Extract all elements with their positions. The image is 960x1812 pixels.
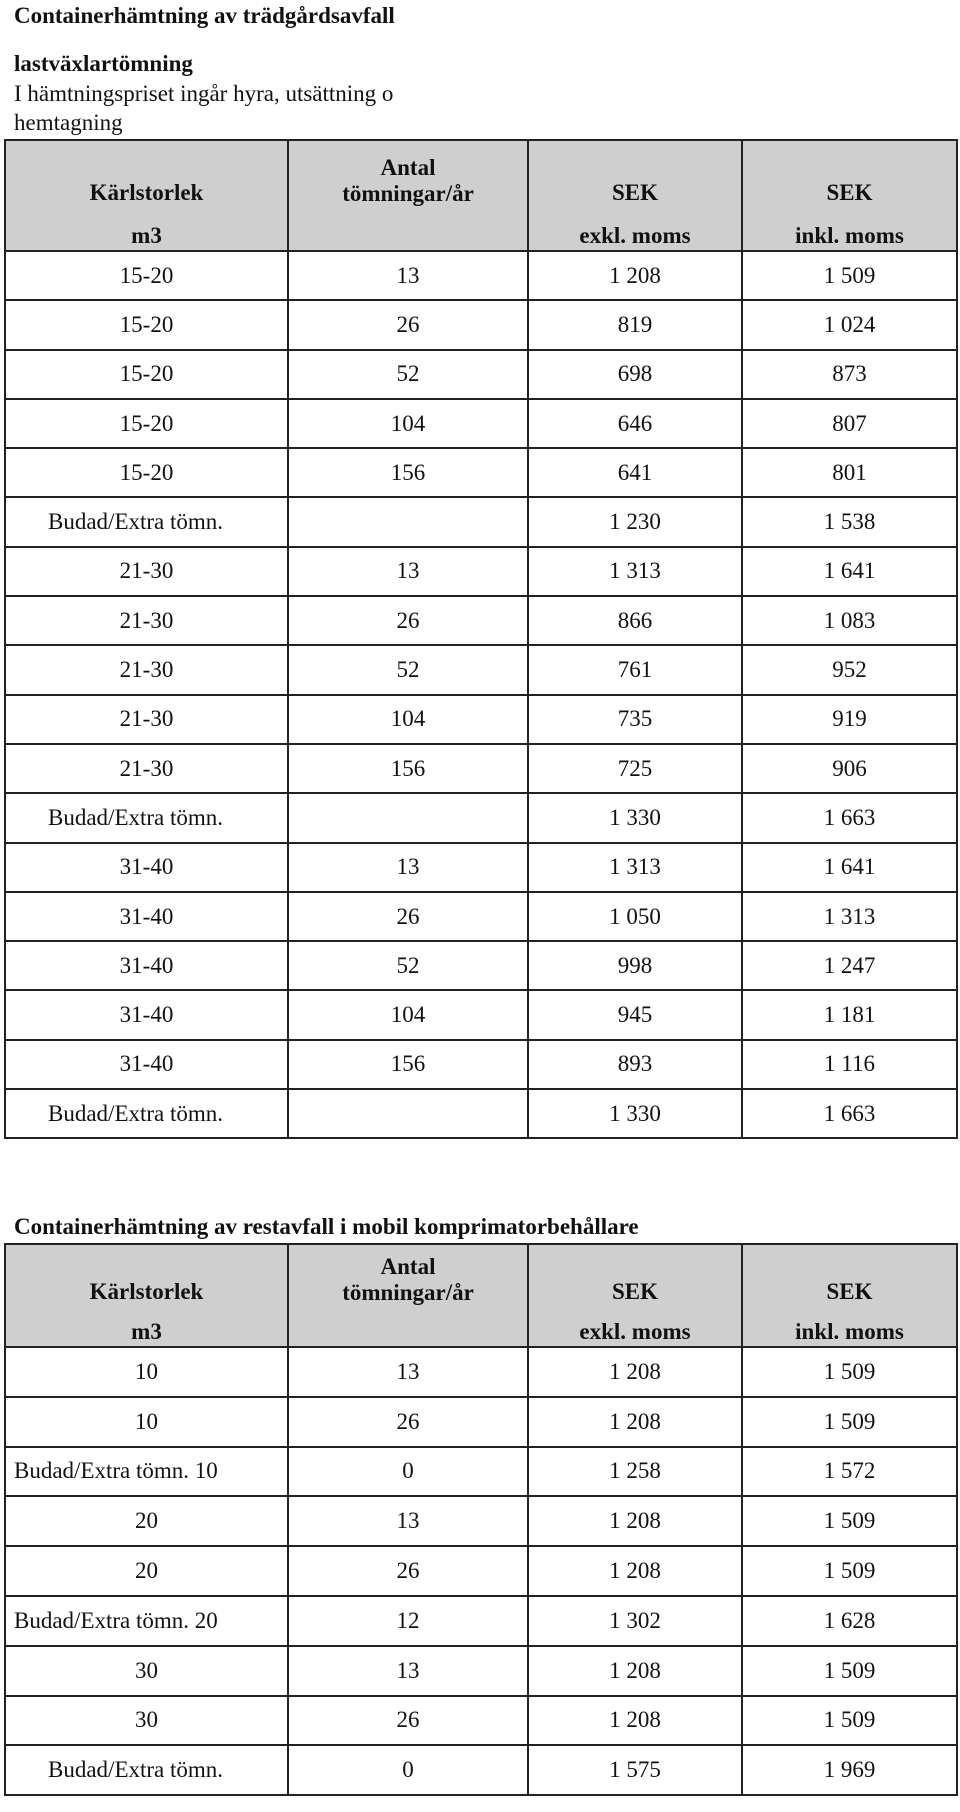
header-sek-exkl: SEK	[528, 140, 742, 207]
cell-karlstorlek: 20	[5, 1496, 288, 1546]
cell-sek-exkl: 725	[528, 744, 742, 793]
table-row	[5, 1745, 957, 1795]
cell-sek-exkl: 945	[528, 990, 742, 1039]
cell-antal: 156	[288, 744, 528, 793]
cell-sek-exkl: 641	[528, 448, 742, 497]
table-row	[5, 843, 957, 892]
cell-karlstorlek: 15-20	[5, 399, 288, 448]
cell-sek-exkl: 646	[528, 399, 742, 448]
header-m3: m3	[5, 1306, 288, 1347]
cell-karlstorlek: 21-30	[5, 596, 288, 645]
cell-antal: 156	[288, 448, 528, 497]
cell-karlstorlek: Budad/Extra tömn. 10	[5, 1447, 288, 1497]
cell-sek-inkl: 1 641	[742, 547, 957, 596]
table-row	[5, 448, 957, 497]
table-row	[5, 1447, 957, 1497]
section1-title: Containerhämtning av trädgårdsavfall	[14, 3, 395, 28]
cell-karlstorlek: 15-20	[5, 300, 288, 349]
cell-karlstorlek: 31-40	[5, 990, 288, 1039]
table-row	[5, 1546, 957, 1596]
table-row	[5, 744, 957, 793]
cell-sek-inkl: 1 538	[742, 497, 957, 546]
price-table-tradgardsavfall	[4, 139, 958, 1139]
header-exkl-moms: exkl. moms	[528, 1306, 742, 1347]
header-inkl-moms: inkl. moms	[742, 207, 957, 251]
cell-sek-exkl: 893	[528, 1040, 742, 1089]
table-row	[5, 547, 957, 596]
cell-antal: 13	[288, 1646, 528, 1696]
cell-sek-inkl: 1 572	[742, 1447, 957, 1497]
cell-sek-exkl: 1 208	[528, 1397, 742, 1447]
cell-sek-exkl: 1 208	[528, 1496, 742, 1546]
cell-karlstorlek: 21-30	[5, 645, 288, 694]
cell-sek-exkl: 698	[528, 350, 742, 399]
cell-sek-inkl: 1 641	[742, 843, 957, 892]
cell-sek-exkl: 1 208	[528, 1696, 742, 1746]
cell-sek-exkl: 819	[528, 300, 742, 349]
cell-sek-inkl: 1 663	[742, 1089, 957, 1138]
cell-antal: 104	[288, 695, 528, 744]
cell-antal: 13	[288, 547, 528, 596]
table-row	[5, 596, 957, 645]
cell-sek-exkl: 1 230	[528, 497, 742, 546]
cell-sek-exkl: 1 330	[528, 1089, 742, 1138]
header-m3: m3	[5, 207, 288, 251]
cell-sek-exkl: 1 302	[528, 1596, 742, 1646]
cell-antal: 0	[288, 1745, 528, 1795]
table-row	[5, 1646, 957, 1696]
cell-karlstorlek: 31-40	[5, 843, 288, 892]
cell-karlstorlek: Budad/Extra tömn.	[5, 1745, 288, 1795]
cell-sek-inkl: 1 181	[742, 990, 957, 1039]
cell-sek-exkl: 1 050	[528, 892, 742, 941]
cell-sek-inkl: 1 247	[742, 941, 957, 990]
header-karlstorlek: Kärlstorlek	[5, 140, 288, 207]
table-row	[5, 892, 957, 941]
table-row	[5, 350, 957, 399]
cell-sek-exkl: 1 208	[528, 1646, 742, 1696]
cell-karlstorlek: 15-20	[5, 251, 288, 300]
cell-sek-inkl: 1 509	[742, 1347, 957, 1397]
table-row	[5, 497, 957, 546]
header-antal: Antal tömningar/år	[288, 140, 528, 207]
table-row	[5, 1596, 957, 1646]
cell-antal: 13	[288, 1496, 528, 1546]
cell-antal: 52	[288, 645, 528, 694]
cell-karlstorlek: 30	[5, 1696, 288, 1746]
table-row	[5, 793, 957, 842]
cell-sek-inkl: 807	[742, 399, 957, 448]
table-row	[5, 1696, 957, 1746]
cell-sek-exkl: 1 258	[528, 1447, 742, 1497]
cell-sek-inkl: 1 116	[742, 1040, 957, 1089]
cell-sek-exkl: 761	[528, 645, 742, 694]
table-row	[5, 399, 957, 448]
table-row	[5, 251, 957, 300]
cell-sek-inkl: 1 083	[742, 596, 957, 645]
price-table-restavfall	[4, 1243, 958, 1796]
cell-karlstorlek: 10	[5, 1397, 288, 1447]
table-row	[5, 941, 957, 990]
header-exkl-moms: exkl. moms	[528, 207, 742, 251]
cell-antal: 52	[288, 941, 528, 990]
cell-sek-inkl: 1 663	[742, 793, 957, 842]
cell-antal: 13	[288, 1347, 528, 1397]
cell-karlstorlek: Budad/Extra tömn.	[5, 1089, 288, 1138]
cell-karlstorlek: 30	[5, 1646, 288, 1696]
cell-sek-inkl: 1 969	[742, 1745, 957, 1795]
cell-antal: 26	[288, 300, 528, 349]
cell-sek-inkl: 1 313	[742, 892, 957, 941]
section1-subtitle: lastväxlartömning	[14, 51, 193, 76]
cell-sek-exkl: 1 313	[528, 843, 742, 892]
table-row	[5, 645, 957, 694]
header-antal-blank	[288, 207, 528, 251]
cell-sek-exkl: 1 208	[528, 251, 742, 300]
cell-karlstorlek: 31-40	[5, 892, 288, 941]
header-antal-blank	[288, 1306, 528, 1347]
header-sek-inkl: SEK	[742, 1244, 957, 1306]
cell-sek-exkl: 1 313	[528, 547, 742, 596]
cell-antal: 26	[288, 1696, 528, 1746]
section2-title: Containerhämtning av restavfall i mobil komprimatorbehållare	[14, 1214, 639, 1239]
cell-antal: 156	[288, 1040, 528, 1089]
cell-antal	[288, 497, 528, 546]
header-antal: Antal tömningar/år	[288, 1244, 528, 1306]
cell-sek-exkl: 1 330	[528, 793, 742, 842]
cell-karlstorlek: Budad/Extra tömn. 20	[5, 1596, 288, 1646]
cell-antal: 26	[288, 892, 528, 941]
table-row	[5, 990, 957, 1039]
cell-sek-inkl: 1 628	[742, 1596, 957, 1646]
cell-karlstorlek: 21-30	[5, 547, 288, 596]
cell-antal: 13	[288, 251, 528, 300]
header-sek-exkl: SEK	[528, 1244, 742, 1306]
cell-sek-exkl: 735	[528, 695, 742, 744]
cell-sek-exkl: 1 208	[528, 1347, 742, 1397]
cell-karlstorlek: 15-20	[5, 448, 288, 497]
cell-antal: 0	[288, 1447, 528, 1497]
cell-karlstorlek: Budad/Extra tömn.	[5, 497, 288, 546]
section1-note: I hämtningspriset ingår hyra, utsättning o hemtagning	[14, 81, 394, 135]
cell-antal: 104	[288, 990, 528, 1039]
cell-sek-inkl: 952	[742, 645, 957, 694]
cell-sek-exkl: 998	[528, 941, 742, 990]
cell-karlstorlek: Budad/Extra tömn.	[5, 793, 288, 842]
cell-sek-exkl: 1 208	[528, 1546, 742, 1596]
cell-karlstorlek: 15-20	[5, 350, 288, 399]
cell-sek-inkl: 919	[742, 695, 957, 744]
cell-karlstorlek: 31-40	[5, 941, 288, 990]
cell-sek-exkl: 866	[528, 596, 742, 645]
table-row	[5, 300, 957, 349]
cell-sek-inkl: 1 509	[742, 1646, 957, 1696]
cell-karlstorlek: 21-30	[5, 695, 288, 744]
header-karlstorlek: Kärlstorlek	[5, 1244, 288, 1306]
cell-sek-inkl: 1 509	[742, 1397, 957, 1447]
cell-antal	[288, 1089, 528, 1138]
cell-karlstorlek: 21-30	[5, 744, 288, 793]
cell-antal: 12	[288, 1596, 528, 1646]
cell-sek-inkl: 801	[742, 448, 957, 497]
cell-antal: 13	[288, 843, 528, 892]
cell-sek-inkl: 1 024	[742, 300, 957, 349]
header-inkl-moms: inkl. moms	[742, 1306, 957, 1347]
cell-sek-exkl: 1 575	[528, 1745, 742, 1795]
cell-sek-inkl: 1 509	[742, 1496, 957, 1546]
cell-sek-inkl: 906	[742, 744, 957, 793]
cell-antal: 104	[288, 399, 528, 448]
cell-karlstorlek: 31-40	[5, 1040, 288, 1089]
cell-karlstorlek: 20	[5, 1546, 288, 1596]
cell-sek-inkl: 873	[742, 350, 957, 399]
table-row	[5, 1496, 957, 1546]
cell-antal: 26	[288, 1546, 528, 1596]
table-row	[5, 1089, 957, 1138]
cell-sek-inkl: 1 509	[742, 1546, 957, 1596]
table-row	[5, 1040, 957, 1089]
cell-antal: 52	[288, 350, 528, 399]
cell-antal: 26	[288, 1397, 528, 1447]
cell-karlstorlek: 10	[5, 1347, 288, 1397]
table-row	[5, 695, 957, 744]
cell-sek-inkl: 1 509	[742, 251, 957, 300]
header-sek-inkl: SEK	[742, 140, 957, 207]
cell-sek-inkl: 1 509	[742, 1696, 957, 1746]
table-row	[5, 1347, 957, 1397]
cell-antal: 26	[288, 596, 528, 645]
cell-antal	[288, 793, 528, 842]
table-row	[5, 1397, 957, 1447]
